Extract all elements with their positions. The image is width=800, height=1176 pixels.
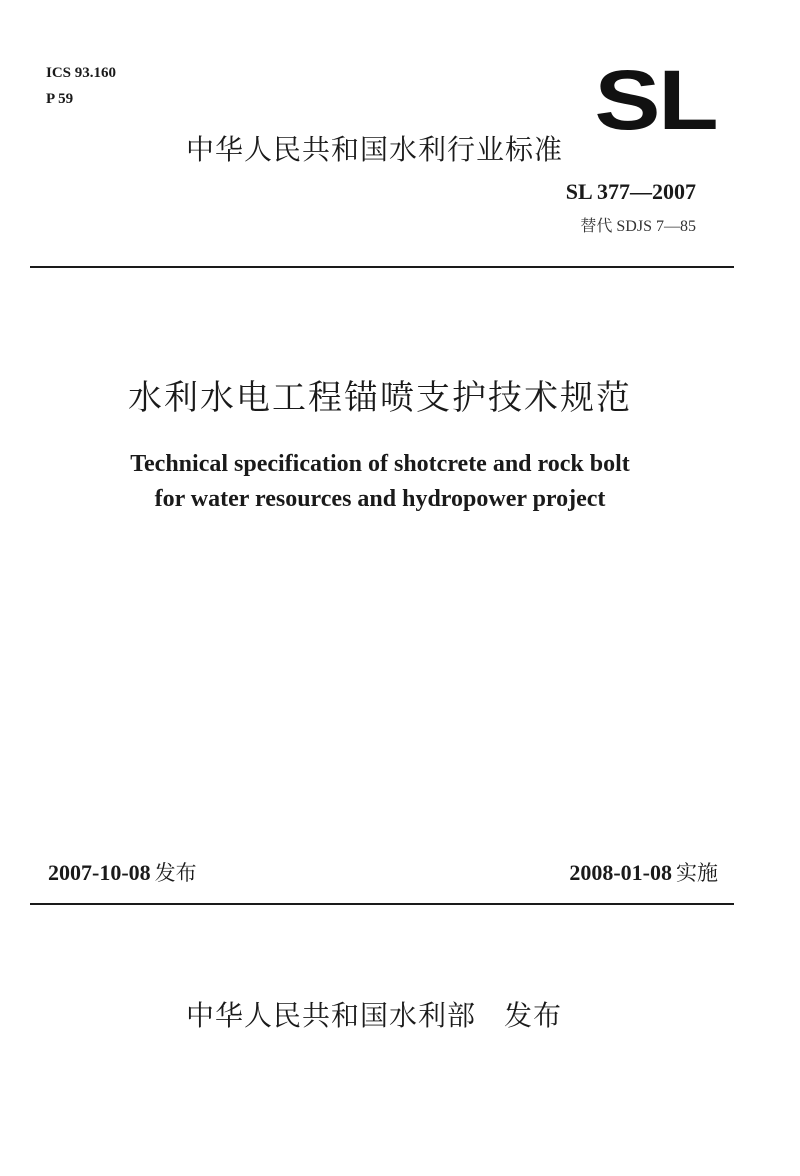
bottom-divider <box>30 903 734 905</box>
replaces-standard: 替代 SDJS 7—85 <box>580 218 696 235</box>
issue-date-label: 发布 <box>154 861 197 885</box>
standard-number: SL 377—2007 <box>565 179 696 204</box>
document-title-english-line2: for water resources and hydropower project <box>154 486 606 512</box>
implementation-date-value: 2008-01-08 <box>569 860 672 885</box>
implementation-date <box>569 858 718 888</box>
document-title-chinese: 水利水电工程锚喷支护技术规范 <box>128 378 632 418</box>
industry-standard-title: 中华人民共和国水利行业标准 <box>186 133 564 166</box>
publisher <box>186 996 562 1036</box>
ics-code: ICS 93.160 <box>46 65 117 81</box>
implementation-date-label: 实施 <box>676 861 718 885</box>
classification-code: P 59 <box>46 91 74 107</box>
issue-date-value: 2007-10-08 <box>48 860 151 885</box>
top-divider <box>30 266 734 268</box>
publisher-action: 发布 <box>504 999 563 1032</box>
sl-logo: SL <box>594 53 716 147</box>
publisher-name: 中华人民共和国水利部 <box>186 999 477 1032</box>
issue-date <box>48 858 197 888</box>
document-title-english-line1: Technical specification of shotcrete and rock bolt <box>130 451 630 477</box>
